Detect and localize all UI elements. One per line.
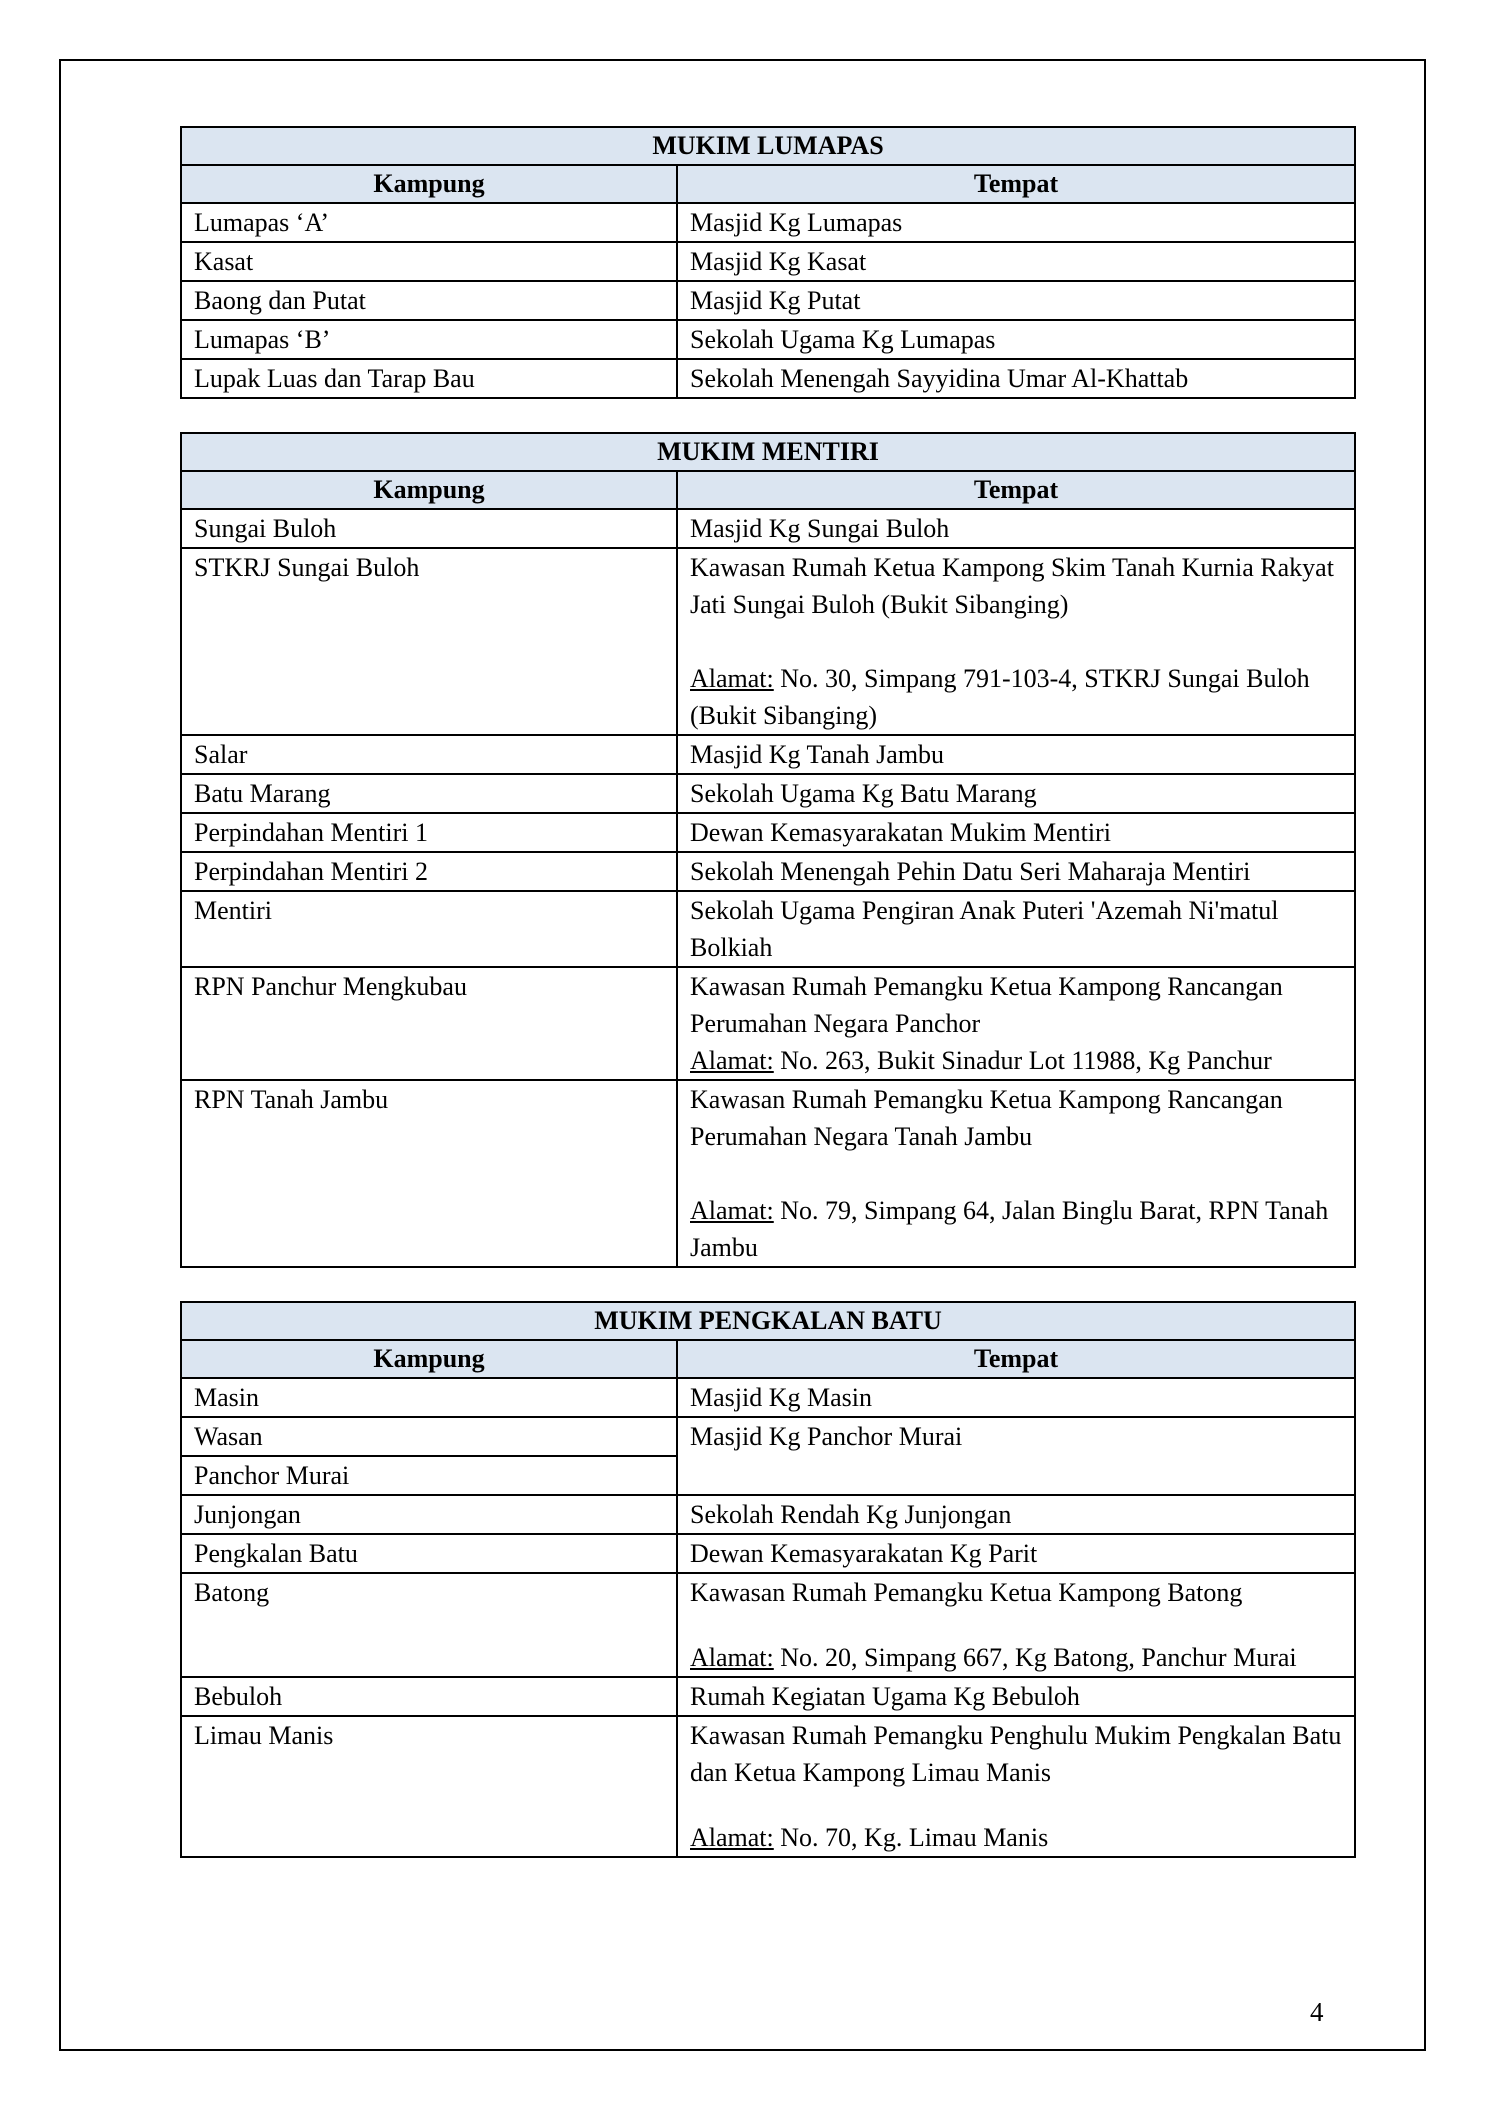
table-row: [181, 281, 1355, 320]
kampung-cell: Batong: [181, 1573, 677, 1677]
tempat-text: Kawasan Rumah Pemangku Penghulu Mukim Pengkalan Batu dan Ketua Kampong Limau Manis: [690, 1721, 1342, 1787]
kampung-cell: Masin: [181, 1378, 677, 1417]
tempat-cell: [677, 1080, 1355, 1267]
kampung-cell: Lumapas ‘B’: [181, 320, 677, 359]
tempat-text: Kawasan Rumah Pemangku Ketua Kampong Rancangan Perumahan Negara Tanah Jambu: [690, 1085, 1283, 1151]
table-row: [181, 852, 1355, 891]
kampung-cell: Panchor Murai: [181, 1456, 677, 1495]
blank-line: [690, 623, 1342, 660]
document-body: [180, 126, 1354, 1858]
table-title: MUKIM LUMAPAS: [181, 127, 1355, 165]
table-row: [181, 735, 1355, 774]
column-header-kampung: Kampung: [181, 471, 677, 509]
kampung-cell: Mentiri: [181, 891, 677, 967]
alamat-label: Alamat:: [690, 1823, 774, 1852]
table-row: [181, 1417, 1355, 1456]
alamat-text: No. 79, Simpang 64, Jalan Binglu Barat, RPN Tanah Jambu: [690, 1196, 1329, 1262]
tempat-cell: Masjid Kg Putat: [677, 281, 1355, 320]
tempat-cell: Masjid Kg Masin: [677, 1378, 1355, 1417]
table-row: [181, 1080, 1355, 1267]
table-row: [181, 813, 1355, 852]
alamat-line: [690, 1042, 1342, 1079]
alamat-line: [690, 1819, 1342, 1856]
blank-line: [690, 1611, 1342, 1639]
alamat-label: Alamat:: [690, 664, 774, 693]
table-row: [181, 203, 1355, 242]
blank-line: [690, 1791, 1342, 1819]
table-row: [181, 774, 1355, 813]
column-header-kampung: Kampung: [181, 1340, 677, 1378]
tempat-cell: Sekolah Ugama Kg Batu Marang: [677, 774, 1355, 813]
tempat-cell: [677, 548, 1355, 735]
alamat-label: Alamat:: [690, 1196, 774, 1225]
column-header-kampung: Kampung: [181, 165, 677, 203]
table-title: MUKIM MENTIRI: [181, 433, 1355, 471]
alamat-line: [690, 1192, 1342, 1266]
kampung-cell: Limau Manis: [181, 1716, 677, 1857]
tempat-cell: Rumah Kegiatan Ugama Kg Bebuloh: [677, 1677, 1355, 1716]
kampung-cell: Wasan: [181, 1417, 677, 1456]
table-row: [181, 1534, 1355, 1573]
alamat-text: No. 70, Kg. Limau Manis: [773, 1823, 1049, 1852]
kampung-cell: Bebuloh: [181, 1677, 677, 1716]
table-row: [181, 891, 1355, 967]
kampung-cell: Lumapas ‘A’: [181, 203, 677, 242]
alamat-label: Alamat:: [690, 1046, 774, 1075]
table-row: [181, 1573, 1355, 1677]
alamat-line: [690, 1639, 1342, 1676]
kampung-cell: STKRJ Sungai Buloh: [181, 548, 677, 735]
tempat-cell: Dewan Kemasyarakatan Mukim Mentiri: [677, 813, 1355, 852]
table-row: [181, 242, 1355, 281]
alamat-label: Alamat:: [690, 1643, 774, 1672]
kampung-cell: Lupak Luas dan Tarap Bau: [181, 359, 677, 398]
table-row: [181, 967, 1355, 1080]
kampung-cell: Baong dan Putat: [181, 281, 677, 320]
kampung-cell: Perpindahan Mentiri 1: [181, 813, 677, 852]
column-header-tempat: Tempat: [677, 165, 1355, 203]
kampung-cell: Salar: [181, 735, 677, 774]
kampung-cell: Sungai Buloh: [181, 509, 677, 548]
tempat-cell: Dewan Kemasyarakatan Kg Parit: [677, 1534, 1355, 1573]
table-row: [181, 548, 1355, 735]
tempat-cell: Masjid Kg Kasat: [677, 242, 1355, 281]
tempat-text: Kawasan Rumah Pemangku Ketua Kampong Rancangan Perumahan Negara Panchor: [690, 972, 1283, 1038]
kampung-cell: Pengkalan Batu: [181, 1534, 677, 1573]
tempat-cell: Masjid Kg Sungai Buloh: [677, 509, 1355, 548]
blank-line: [690, 1155, 1342, 1192]
alamat-text: No. 263, Bukit Sinadur Lot 11988, Kg Panchur: [773, 1046, 1272, 1075]
alamat-text: No. 30, Simpang 791-103-4, STKRJ Sungai Buloh (Bukit Sibanging): [690, 664, 1310, 730]
tempat-text: Kawasan Rumah Ketua Kampong Skim Tanah Kurnia Rakyat Jati Sungai Buloh (Bukit Sibanging): [690, 553, 1334, 619]
tempat-cell: Masjid Kg Lumapas: [677, 203, 1355, 242]
alamat-line: [690, 660, 1342, 734]
tempat-cell: [677, 1716, 1355, 1857]
kampung-cell: RPN Tanah Jambu: [181, 1080, 677, 1267]
tempat-cell: Sekolah Menengah Sayyidina Umar Al-Khattab: [677, 359, 1355, 398]
tempat-cell: Sekolah Ugama Pengiran Anak Puteri 'Azemah Ni'matul Bolkiah: [677, 891, 1355, 967]
table-row: [181, 1378, 1355, 1417]
tempat-cell: Masjid Kg Tanah Jambu: [677, 735, 1355, 774]
tempat-cell: Sekolah Rendah Kg Junjongan: [677, 1495, 1355, 1534]
table-mukim-lumapas: [180, 126, 1356, 399]
tempat-cell: [677, 967, 1355, 1080]
table-row: [181, 320, 1355, 359]
kampung-cell: Junjongan: [181, 1495, 677, 1534]
column-header-tempat: Tempat: [677, 1340, 1355, 1378]
tempat-text: Kawasan Rumah Pemangku Ketua Kampong Batong: [690, 1578, 1243, 1607]
column-header-tempat: Tempat: [677, 471, 1355, 509]
table-row: [181, 359, 1355, 398]
tempat-cell: Sekolah Ugama Kg Lumapas: [677, 320, 1355, 359]
page-number: 4: [1310, 1997, 1324, 2027]
tempat-cell: Masjid Kg Panchor Murai: [677, 1417, 1355, 1495]
tempat-cell: Sekolah Menengah Pehin Datu Seri Maharaja Mentiri: [677, 852, 1355, 891]
table-row: [181, 1677, 1355, 1716]
alamat-text: No. 20, Simpang 667, Kg Batong, Panchur Murai: [773, 1643, 1297, 1672]
kampung-cell: Batu Marang: [181, 774, 677, 813]
tempat-cell: [677, 1573, 1355, 1677]
table-row: [181, 509, 1355, 548]
table-mukim-mentiri: [180, 432, 1356, 1268]
table-row: [181, 1716, 1355, 1857]
kampung-cell: RPN Panchur Mengkubau: [181, 967, 677, 1080]
table-row: [181, 1495, 1355, 1534]
table-title: MUKIM PENGKALAN BATU: [181, 1302, 1355, 1340]
kampung-cell: Kasat: [181, 242, 677, 281]
kampung-cell: Perpindahan Mentiri 2: [181, 852, 677, 891]
table-mukim-pengkalan-batu: [180, 1301, 1356, 1858]
